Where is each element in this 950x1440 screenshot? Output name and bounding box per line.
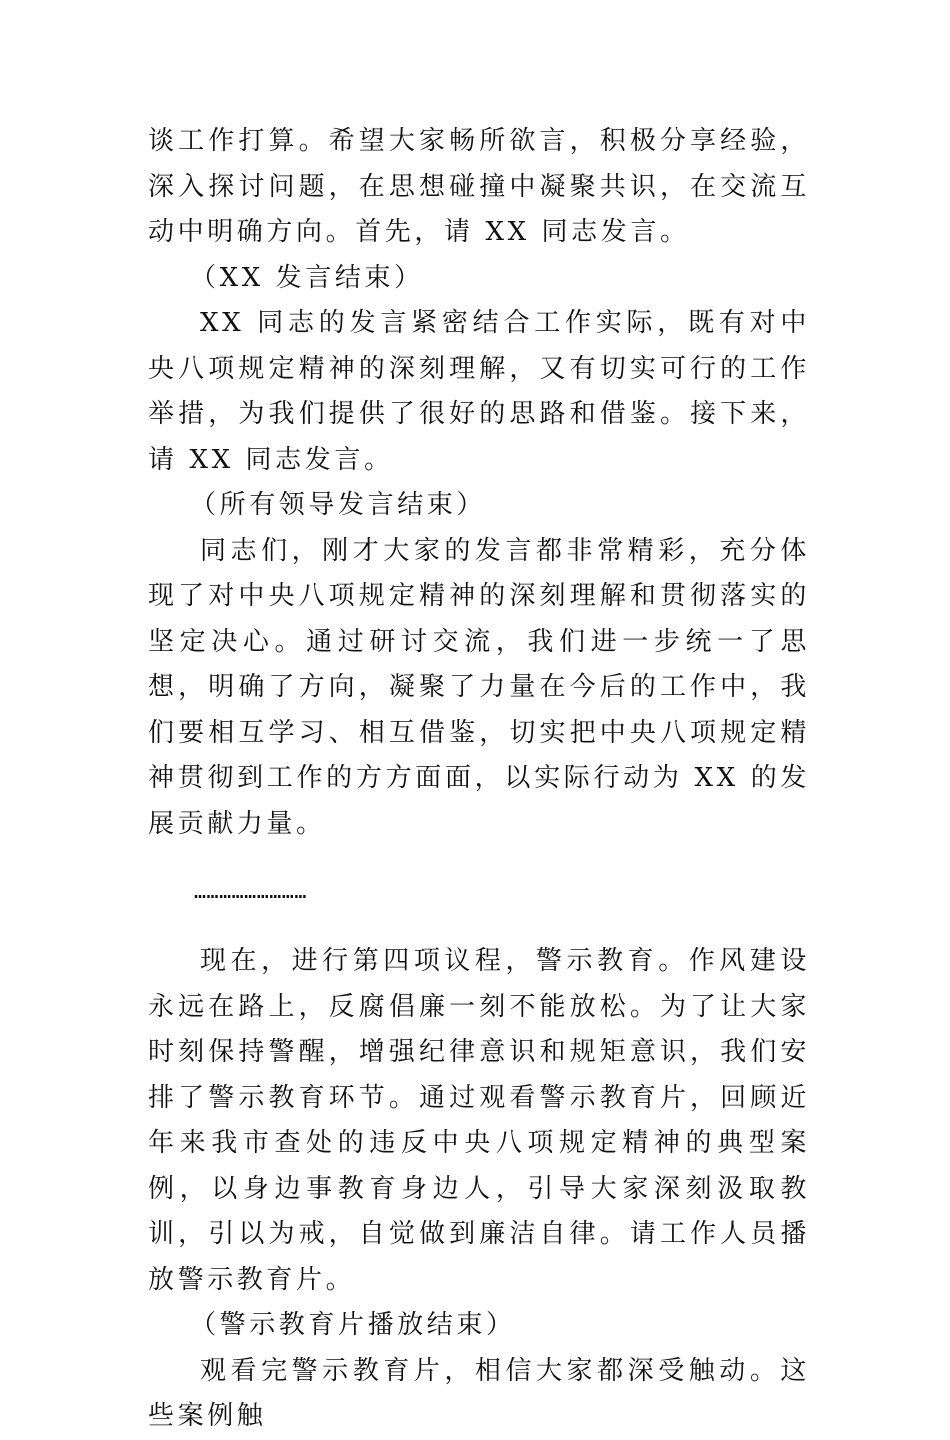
paragraph-after-film: 观看完警示教育片，相信大家都深受触动。这些案例触 [148, 1355, 810, 1431]
stage-note-all-speeches-end: （所有领导发言结束） [190, 490, 487, 520]
section-separator [148, 847, 810, 939]
separator-dots: ……………………… [194, 879, 307, 903]
paragraph-xx-comment: XX 同志的发言紧密结合工作实际，既有对中央八项规定精神的深刻理解，又有切实可行的工作举措，为我们提供了很好的思路和借鉴。接下来，请 XX 同志发言。 [148, 308, 810, 475]
paragraph-summary: 同志们，刚才大家的发言都非常精彩，充分体现了对中央八项规定精神的深刻理解和贯彻落实的坚定决心。通过研讨交流，我们进一步统一了思想，明确了方向，凝聚了力量在今后的工作中，我们要相互学习、相互借鉴，切实把中央八项规定精神贯彻到工作的方方面面，以实际行动为 XX 的发展贡献力量。 [148, 535, 810, 839]
paragraph-warning-education: 现在，进行第四项议程，警示教育。作风建设永远在路上，反腐倡廉一刻不能放松。为了让大家时刻保持警醒，增强纪律意识和规矩意识，我们安排了警示教育环节。通过观看警示教育片，回顾近年来我市查处的违反中央八项规定精神的典型案例，以身边事教育身边人，引导大家深刻汲取教训，引以为戒，自觉做到廉洁自律。请工作人员播放警示教育片。 [148, 946, 810, 1295]
stage-note-xx-speech-end: （XX 发言结束） [190, 262, 424, 293]
document-body [148, 119, 810, 1440]
stage-note-film-end: （警示教育片播放结束） [190, 1310, 516, 1340]
paragraph-continuation: 谈工作打算。希望大家畅所欲言，积极分享经验，深入探讨问题，在思想碰撞中凝聚共识，在交流互动中明确方向。首先，请 XX 同志发言。 [148, 126, 810, 247]
